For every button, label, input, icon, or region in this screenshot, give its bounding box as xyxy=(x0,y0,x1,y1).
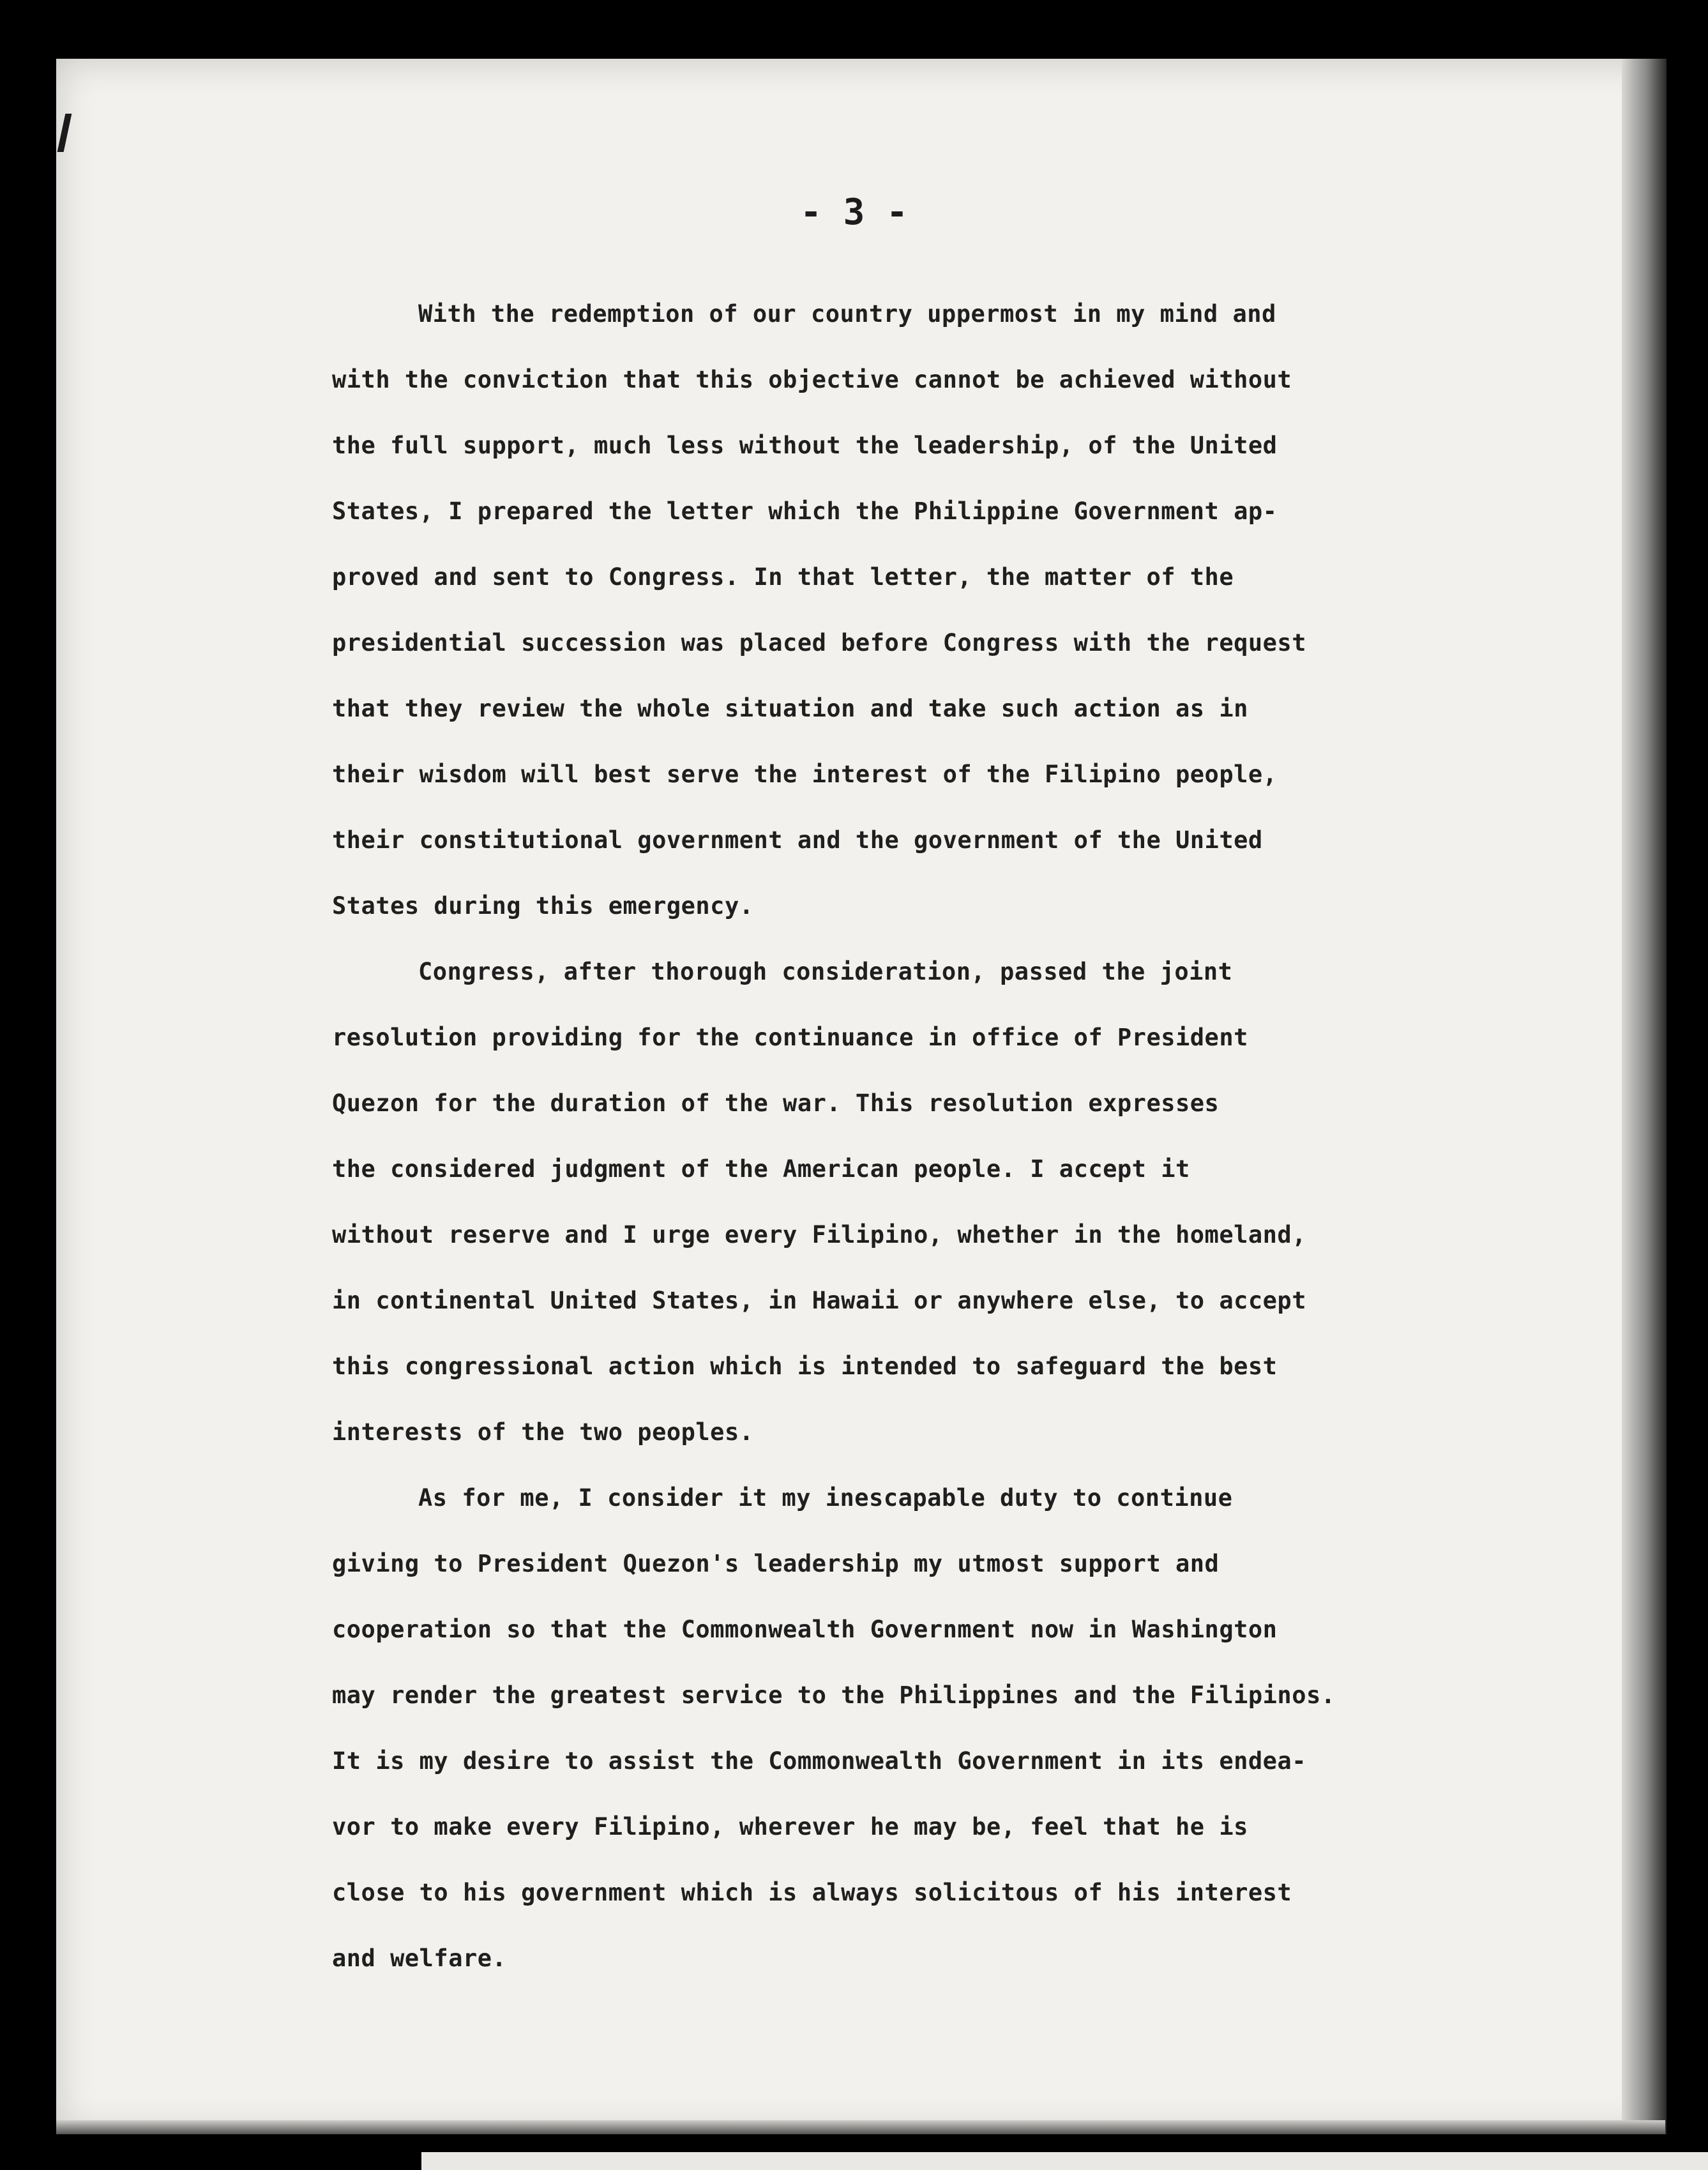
text-line: in continental United States, in Hawaii or anywhere else, to accept xyxy=(332,1287,1306,1314)
page-number: - 3 - xyxy=(800,192,908,233)
text-line: interests of the two peoples. xyxy=(332,1418,754,1446)
text-line: close to his government which is always solicitous of his interest xyxy=(332,1879,1292,1906)
text-line: With the redemption of our country uppermost in my mind and xyxy=(418,300,1276,328)
text-line: and welfare. xyxy=(332,1945,507,1972)
text-line: may render the greatest service to the Philippines and the Filipinos. xyxy=(332,1681,1336,1709)
text-line: presidential succession was placed before Congress with the request xyxy=(332,629,1306,656)
text-line: that they review the whole situation and take such action as in xyxy=(332,695,1248,722)
text-line: resolution providing for the continuance in office of President xyxy=(332,1024,1248,1051)
text-line: this congressional action which is intended to safeguard the best xyxy=(332,1353,1278,1380)
bottom-paper-strip xyxy=(421,2152,1708,2170)
paper-edge-right xyxy=(1622,59,1666,2134)
letter-body xyxy=(332,281,1520,1991)
text-line: proved and sent to Congress. In that letter, the matter of the xyxy=(332,563,1234,591)
text-line: the full support, much less without the leadership, of the United xyxy=(332,432,1278,459)
text-line: States, I prepared the letter which the Philippine Government ap- xyxy=(332,497,1278,525)
text-line: Quezon for the duration of the war. This resolution expresses xyxy=(332,1089,1220,1117)
text-line: without reserve and I urge every Filipino, whether in the homeland, xyxy=(332,1221,1306,1248)
text-line: States during this emergency. xyxy=(332,892,754,920)
text-line: their constitutional government and the government of the United xyxy=(332,826,1263,854)
text-line: cooperation so that the Commonwealth Government now in Washington xyxy=(332,1616,1278,1643)
text-line: It is my desire to assist the Commonwealth Government in its endea- xyxy=(332,1747,1306,1775)
paper-edge-bottom xyxy=(56,2120,1665,2134)
text-line: As for me, I consider it my inescapable duty to continue xyxy=(418,1484,1233,1512)
text-line: giving to President Quezon's leadership my utmost support and xyxy=(332,1550,1220,1577)
text-line: the considered judgment of the American people. I accept it xyxy=(332,1155,1190,1183)
text-line: with the conviction that this objective cannot be achieved without xyxy=(332,366,1292,393)
text-line: Congress, after thorough consideration, passed the joint xyxy=(418,958,1233,985)
text-line: their wisdom will best serve the interest of the Filipino people, xyxy=(332,761,1278,788)
text-line: vor to make every Filipino, wherever he may be, feel that he is xyxy=(332,1813,1248,1840)
